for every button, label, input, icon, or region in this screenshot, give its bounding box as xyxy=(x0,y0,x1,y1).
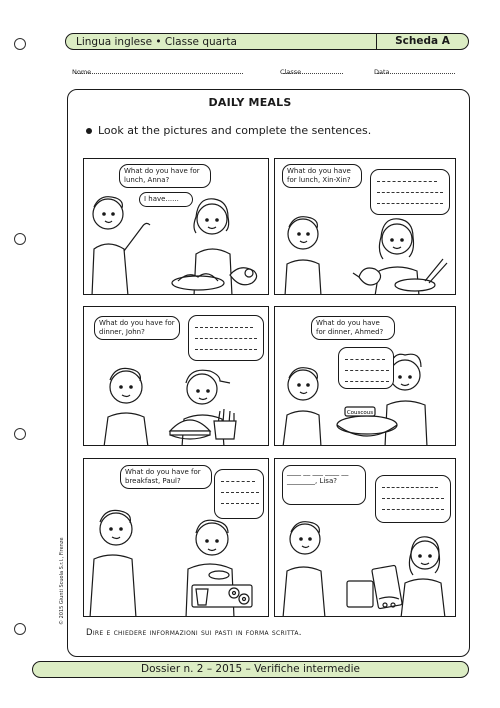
speech-bubble-question xyxy=(311,316,395,340)
speech-bubble-question xyxy=(282,465,366,505)
instruction-text: Look at the pictures and complete the sentences. xyxy=(98,124,372,137)
class-label: Classe xyxy=(280,68,302,76)
sheet-label: Scheda A xyxy=(376,34,468,49)
comic-panel-xinxin xyxy=(274,158,456,295)
student-info-fields xyxy=(72,68,472,80)
speech-bubble-answer-blank[interactable] xyxy=(188,315,264,361)
subject-label: Lingua inglese • Classe quarta xyxy=(76,35,237,48)
comic-panel-ahmed xyxy=(274,306,456,446)
date-label: Data xyxy=(374,68,390,76)
binder-hole xyxy=(14,428,26,440)
comic-panel-john xyxy=(83,306,269,446)
question-text: What do you have for lunch, Anna? xyxy=(124,167,200,184)
worksheet-title: DAILY MEALS xyxy=(208,96,292,109)
speech-bubble-question xyxy=(282,164,362,188)
speech-bubble-question xyxy=(120,465,212,489)
question-text: What do you have for lunch, Xin-Xin? xyxy=(287,167,351,184)
binder-hole xyxy=(14,38,26,50)
answer-text: I have...... xyxy=(144,195,179,203)
instruction xyxy=(86,124,371,137)
couscous-label: Couscous xyxy=(346,410,374,416)
binder-hole xyxy=(14,623,26,635)
header-bar xyxy=(65,33,469,50)
speech-bubble-answer-blank[interactable] xyxy=(338,347,394,389)
footer-note: Dire e chiedere informazioni sui pasti in forma scritta. xyxy=(86,628,302,638)
question-text: What do you have for breakfast, Paul? xyxy=(125,468,201,485)
binder-hole xyxy=(14,233,26,245)
copyright-text: © 2015 Giunti Scuola S.r.l., Firenze xyxy=(59,537,65,625)
question-text: ____ __ ___ ____ __ ________, Lisa? xyxy=(287,468,349,485)
comic-panel-paul xyxy=(83,458,269,617)
dossier-bar: Dossier n. 2 – 2015 – Verifiche intermedie xyxy=(32,661,469,678)
speech-bubble-question xyxy=(94,316,180,340)
speech-bubble-answer-blank[interactable] xyxy=(370,169,450,215)
question-text: What do you have for dinner, Ahmed? xyxy=(316,319,384,336)
comic-panel-anna xyxy=(83,158,269,295)
name-label: Nome xyxy=(72,68,92,76)
speech-bubble-answer xyxy=(139,192,193,207)
speech-bubble-answer-blank[interactable] xyxy=(375,475,451,523)
question-text: What do you have for dinner, John? xyxy=(99,319,175,336)
speech-bubble-answer-blank[interactable] xyxy=(214,469,264,519)
bullet-icon xyxy=(86,128,92,134)
speech-bubble-question xyxy=(119,164,211,188)
comic-panel-lisa xyxy=(274,458,456,617)
